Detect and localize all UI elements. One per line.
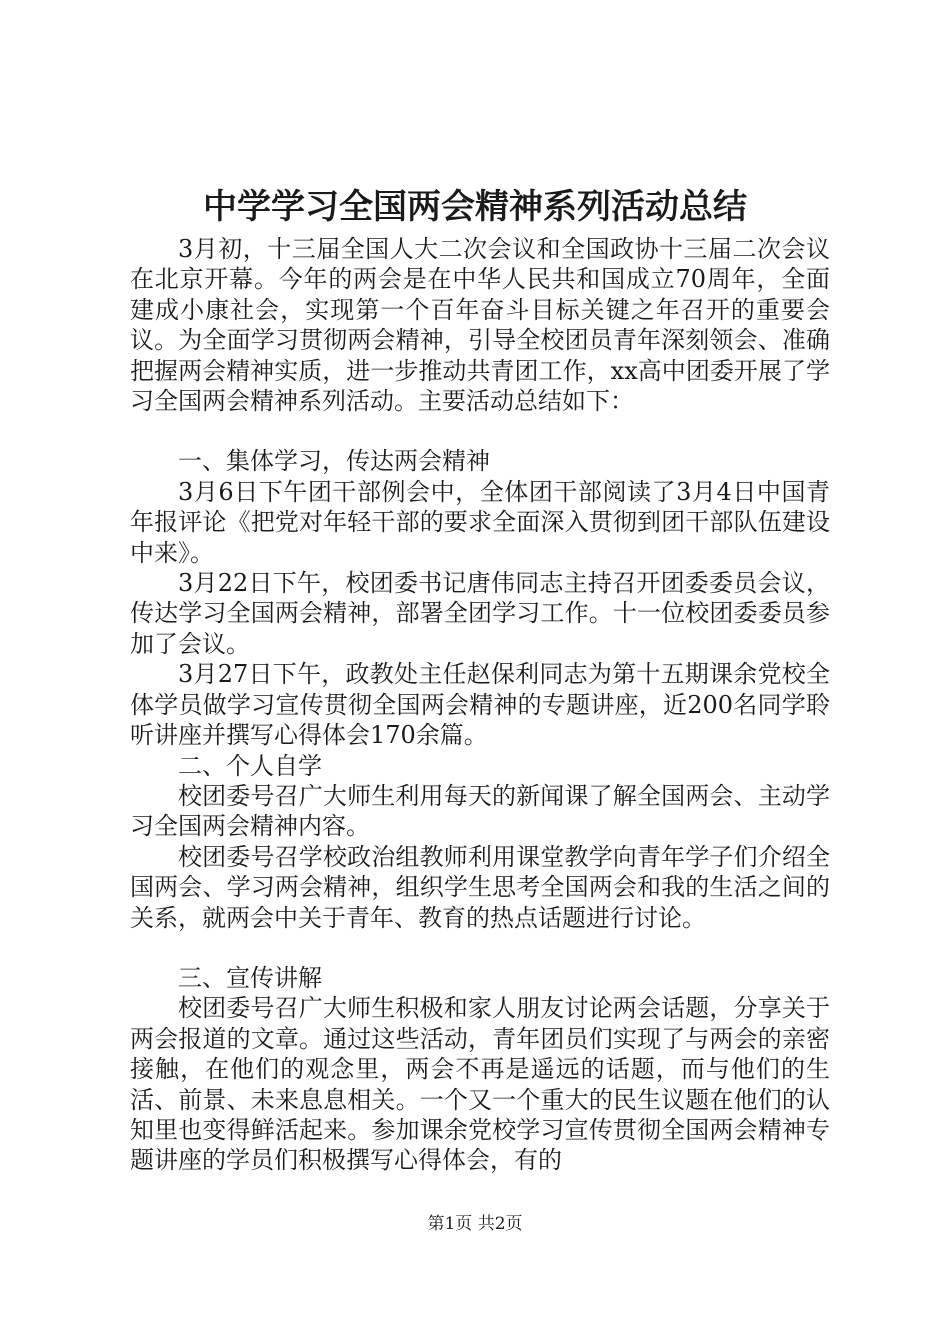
- paragraph-2: 3月22日下午，校团委书记唐伟同志主持召开团委委员会议，传达学习全国两会精神，部署全团学习工作。十一位校团委委员参加了会议。: [130, 569, 830, 658]
- page-footer: 第1页 共2页: [427, 1214, 523, 1234]
- section-heading-2: 二、个人自学: [178, 751, 322, 780]
- document-body: [130, 234, 830, 1176]
- paragraph-5: 校团委号召学校政治组教师利用课堂教学向青年学子们介绍全国两会、学习两会精神，组织学生思考全国两会和我的生活之间的关系，就两会中关于青年、教育的热点话题进行讨论。: [130, 842, 830, 932]
- document-title: 中学学习全国两会精神系列活动总结: [203, 187, 747, 227]
- section-heading-3: 三、宣传讲解: [178, 963, 322, 992]
- paragraph-gap: [130, 933, 830, 963]
- paragraph-4: 校团委号召广大师生利用每天的新闻课了解全国两会、主动学习全国两会精神内容。: [130, 781, 830, 841]
- paragraph-6: 校团委号召广大师生积极和家人朋友讨论两会话题，分享关于两会报道的文章。通过这些活动，青年团员们实现了与两会的亲密接触，在他们的观念里，两会不再是遥远的话题，而与他们的生活、前景、未来息息相关。一个又一个重大的民生议题在他们的认知里也变得鲜活起来。参加课余党校学习宣传贯彻全国两会精神专题讲座的学员们积极撰写心得体会，有的: [130, 994, 830, 1175]
- paragraph-3: 3月27日下午，政教处主任赵保利同志为第十五期课余党校全体学员做学习宣传贯彻全国两会精神的专题讲座，近200名同学聆听讲座并撰写心得体会170余篇。: [130, 660, 830, 750]
- paragraph-1: 3月6日下午团干部例会中，全体团干部阅读了3月4日中国青年报评论《把党对年轻干部的要求全面深入贯彻到团干部队伍建设中来》。: [130, 477, 830, 567]
- section-heading-1: 一、集体学习，传达两会精神: [178, 447, 490, 476]
- paragraph-intro: 3月初，十三届全国人大二次会议和全国政协十三届二次会议在北京开幕。今年的两会是在中华人民共和国成立70周年，全面建成小康社会，实现第一个百年奋斗目标关键之年召开的重要会议。为全面学习贯彻两会精神，引导全校团员青年深刻领会、准确把握两会精神实质，进一步推动共青团工作，xx高中团委开展了学习全国两会精神系列活动。主要活动总结如下：: [130, 235, 830, 416]
- paragraph-gap: [130, 416, 830, 446]
